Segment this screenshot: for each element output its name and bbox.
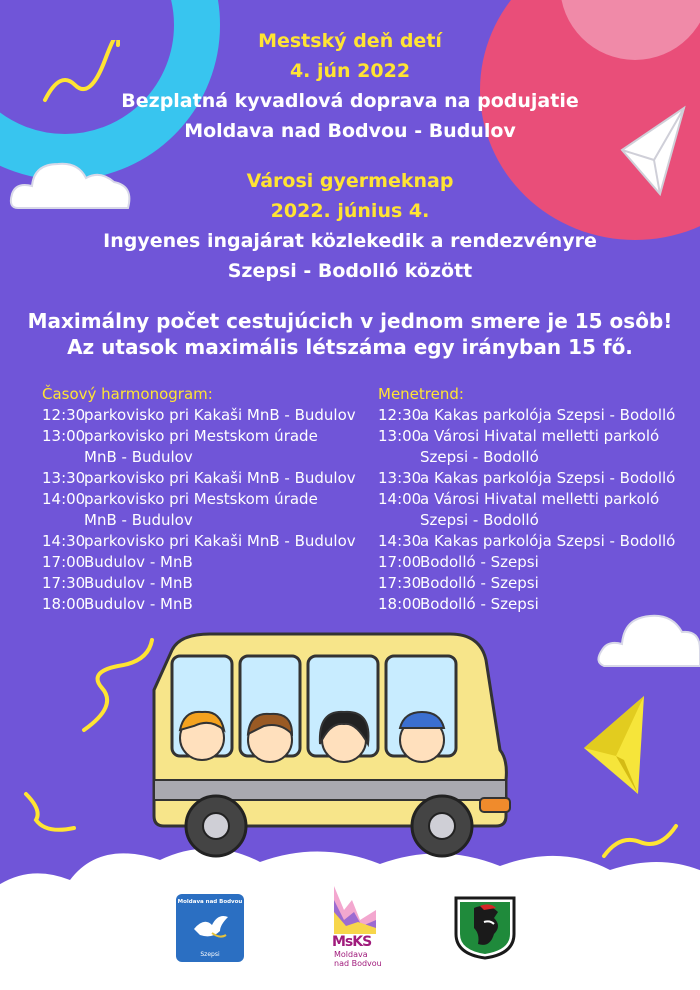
route-line: a Városi Hivatal melletti parkoló — [420, 490, 660, 508]
route-line: Bodolló - Szepsi — [420, 574, 539, 592]
event-title-hu: Városi gyermeknap — [246, 170, 454, 192]
route-line: parkovisko pri Kakaši MnB - Budulov — [84, 532, 356, 550]
schedule-sk — [42, 384, 362, 615]
hu-schedule-row — [378, 552, 678, 573]
route-description — [84, 468, 362, 489]
dove-icon — [190, 911, 230, 941]
route-description — [84, 552, 362, 573]
capacity-notice-hu: Az utasok maximális létszáma egy irányban 15 fő. — [67, 335, 633, 359]
route-line: a Kakas parkolója Szepsi - Bodolló — [420, 469, 676, 487]
route-description — [84, 405, 362, 426]
event-title-sk: Mestský deň detí — [258, 30, 442, 52]
event-date-hu: 2022. június 4. — [270, 200, 430, 222]
sk-schedule-row — [42, 531, 362, 552]
hu-schedule-row — [378, 573, 678, 594]
route-description — [420, 468, 678, 489]
sk-schedule-row — [42, 426, 362, 468]
route-line: Budulov - MnB — [84, 574, 193, 592]
cloud-right-icon — [596, 600, 700, 672]
route-line: parkovisko pri Kakaši MnB - Budulov — [84, 406, 356, 424]
msks-logo-name: MsKS — [332, 934, 372, 950]
departure-time: 14:00 — [42, 490, 86, 508]
town-logo — [176, 894, 244, 962]
route-description — [420, 573, 678, 594]
route-description — [84, 489, 362, 531]
sponsor-logos — [0, 880, 700, 970]
route-hu: Szepsi - Bodolló között — [227, 260, 473, 282]
departure-time: 18:00 — [378, 595, 422, 613]
departure-time: 13:00 — [42, 427, 86, 445]
departure-time: 14:30 — [378, 532, 422, 550]
sk-schedule-row — [42, 573, 362, 594]
departure-time: 14:00 — [378, 490, 422, 508]
sk-schedule-row — [42, 489, 362, 531]
route-line: Budulov - MnB — [84, 595, 193, 613]
yellow-squiggle-bottom-icon — [22, 790, 78, 834]
school-bus-icon — [150, 630, 570, 870]
route-line: a Kakas parkolója Szepsi - Bodolló — [420, 406, 676, 424]
route-line-continued: Szepsi - Bodolló — [420, 448, 539, 466]
sk-schedule-row — [42, 594, 362, 615]
capacity-notice — [0, 308, 700, 360]
route-sk: Moldava nad Bodvou - Budulov — [184, 120, 516, 142]
capacity-notice-sk: Maximálny počet cestujúcich v jednom smere je 15 osôb! — [27, 309, 673, 333]
departure-time: 17:00 — [378, 553, 422, 571]
departure-time: 17:30 — [378, 574, 422, 592]
hu-schedule-row — [378, 426, 678, 468]
route-description — [84, 531, 362, 552]
hu-schedule-row — [378, 405, 678, 426]
route-description — [84, 594, 362, 615]
route-description — [420, 552, 678, 573]
route-description — [84, 426, 362, 468]
hu-schedule-row — [378, 468, 678, 489]
hu-schedule-row — [378, 531, 678, 552]
route-line-continued: MnB - Budulov — [84, 511, 193, 529]
shuttle-line-sk: Bezplatná kyvadlová doprava na podujatie — [121, 90, 579, 112]
yellow-squiggle-left-icon — [78, 636, 158, 736]
slovak-heading — [0, 26, 700, 146]
route-description — [420, 531, 678, 552]
route-line: Bodolló - Szepsi — [420, 595, 539, 613]
route-description — [420, 405, 678, 426]
msks-sub-line2: nad Bodvou — [334, 959, 382, 968]
msks-sub-line1: Moldava — [334, 950, 368, 959]
departure-time: 13:00 — [378, 427, 422, 445]
town-logo-subtitle: Szepsi — [200, 951, 220, 958]
hungarian-heading — [0, 166, 700, 286]
route-description — [420, 489, 678, 531]
sk-schedule-row — [42, 552, 362, 573]
theatre-shield-icon — [454, 894, 516, 960]
route-line: parkovisko pri Kakaši MnB - Budulov — [84, 469, 356, 487]
route-line: a Kakas parkolója Szepsi - Bodolló — [420, 532, 676, 550]
route-line: parkovisko pri Mestskom úrade — [84, 490, 318, 508]
sk-schedule-row — [42, 405, 362, 426]
schedule-title-hu: Menetrend: — [378, 385, 464, 403]
departure-time: 17:00 — [42, 553, 86, 571]
route-line: parkovisko pri Mestskom úrade — [84, 427, 318, 445]
departure-time: 14:30 — [42, 532, 86, 550]
route-line-continued: Szepsi - Bodolló — [420, 511, 539, 529]
schedule-hu — [378, 384, 678, 615]
departure-time: 17:30 — [42, 574, 86, 592]
paper-plane-yellow-icon — [580, 690, 660, 800]
departure-time: 18:00 — [42, 595, 86, 613]
departure-time: 13:30 — [378, 469, 422, 487]
schedule-title-sk: Časový harmonogram: — [42, 385, 213, 403]
route-line: Bodolló - Szepsi — [420, 553, 539, 571]
route-description — [420, 426, 678, 468]
route-description — [84, 573, 362, 594]
departure-time: 12:30 — [378, 406, 422, 424]
route-line-continued: MnB - Budulov — [84, 448, 193, 466]
msks-logo-subtitle — [334, 950, 394, 968]
departure-time: 12:30 — [42, 406, 86, 424]
route-line: a Városi Hivatal melletti parkoló — [420, 427, 660, 445]
event-date-sk: 4. jún 2022 — [289, 60, 411, 82]
town-logo-title: Moldava nad Bodvou — [177, 899, 243, 905]
route-line: Budulov - MnB — [84, 553, 193, 571]
sk-schedule-row — [42, 468, 362, 489]
hu-schedule-row — [378, 489, 678, 531]
departure-time: 13:30 — [42, 469, 86, 487]
shuttle-line-hu: Ingyenes ingajárat közlekedik a rendezvényre — [103, 230, 597, 252]
